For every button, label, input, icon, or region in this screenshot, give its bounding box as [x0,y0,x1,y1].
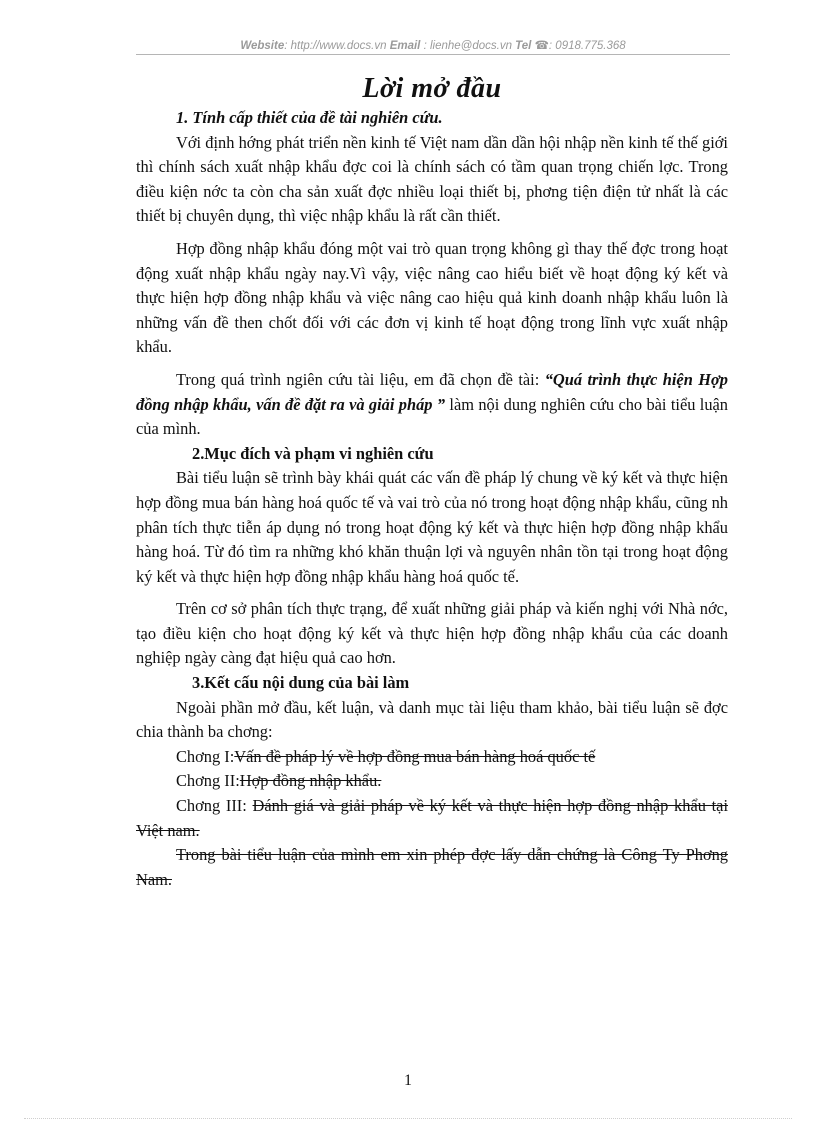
section-2-paragraph-2: Trên cơ sở phân tích thực trạng, để xuất những giải pháp và kiến nghị với Nhà nớc, tạo điều kiện cho hoạt động ký kết và thực hiện hợp đồng nhập khẩu của các doanh nghiệp ngày càng đạt hiệu quả cao hơn. [136,599,728,668]
section-1-paragraph-3 [136,368,728,442]
document-body [136,70,728,900]
page-header [136,38,730,52]
chapter-2-line [136,769,728,794]
website-value: : http://www.docs.vn [284,40,387,52]
section-1-paragraph-1: Với định hớng phát triển nền kinh tế Việt nam dần dần hội nhập nền kinh tế thế giới thì chính sách xuất nhập khẩu đợc coi là chính sách có tầm quan trọng chiến lợc. Trong điều kiện nớc ta còn cha sản xuất đợc nhiều loại thiết bị, phơng tiện điện tử nhất là các thiết bị chuyên dụng, thì việc nhập khẩu là rất cần thiết. [136,132,728,226]
closing-paragraph: Trong bài tiểu luận của mình em xin phép đợc lấy dẫn chứng là Công Ty Phơng Nam. [136,845,728,889]
topic-title: “Quá trình thực hiện Hợp đồng nhập khẩu, vấn đề đặt ra và giải pháp ” [136,369,728,414]
footer-divider [24,1118,792,1119]
chapter-3-line [136,794,728,843]
tel-label: Tel [515,40,532,52]
chapter-title: Vấn đề pháp lý về hợp đồng mua bán hàng hoá quốc tế [234,746,596,766]
chapter-prefix: Chơng I: [176,746,235,766]
website-label: Website [240,40,285,52]
section-2-heading: 2.Mục đích và phạm vi nghiên cứu [192,443,434,463]
section-3-intro: Ngoài phần mở đầu, kết luận, và danh mục tài liệu tham khảo, bài tiểu luận sẽ đợc chia thành ba chơng: [136,697,728,742]
email-value: : lienhe@docs.vn [423,40,512,52]
section-3-heading: 3.Kết cấu nội dung của bài làm [192,673,410,693]
chapter-prefix: Chơng II: [176,771,240,791]
paragraph-text: làm nội dung nghiên cứu cho bài tiểu luận của mình. [136,394,728,439]
section-1-heading: 1. Tính cấp thiết của đề tài nghiên cứu. [176,108,443,127]
tel-value: : 0918.775.368 [548,40,626,52]
email-label: Email [389,40,421,52]
section-2-paragraph-1: Bài tiểu luận sẽ trình bày khái quát các vấn đề pháp lý chung về ký kết và thực hiện hợp đồng mua bán hàng hoá quốc tế và vai trò của nó trong hoạt động nhập khẩu, cũng nh phân tích thực tiễn áp dụng nó trong hoạt động ký kết và thực hiện hợp đồng nhập khẩu hàng hoá. Từ đó tìm ra những khó khăn thuận lợi và nguyên nhân tồn tại trong hoạt động ký kết và thực hiện hợp đồng nhập khẩu hàng hoá quốc tế. [136,468,728,586]
page-title: Lời mở đầu [362,73,502,104]
section-1-paragraph-2: Hợp đồng nhập khẩu đóng một vai trò quan trọng không gì thay thế đợc trong hoạt động xuất nhập khẩu ngày nay.Vì vậy, việc nâng cao hiểu biết về hoạt động ký kết và thực hiện hợp đồng nhập khẩu và việc nâng cao hiệu quả kinh doanh nhập khẩu luôn là những vấn đề then chốt đối với các đơn vị kinh tế hoạt động trong lĩnh vực xuất nhập khẩu. [136,238,728,357]
page-number: 1 [404,1072,412,1089]
chapter-title: Đánh giá và giải pháp về ký kết và thực hiện hợp đồng nhập khẩu tại Việt nam. [136,796,728,840]
chapter-title: Hợp đồng nhập khẩu. [239,771,382,791]
header-divider [136,54,730,55]
chapter-1-line [136,745,728,770]
phone-icon: ☎ [534,40,549,52]
paragraph-text: Trong quá trình ngiên cứu tài liệu, em đã chọn đề tài: [176,369,545,389]
chapter-prefix: Chơng III: [176,796,253,816]
